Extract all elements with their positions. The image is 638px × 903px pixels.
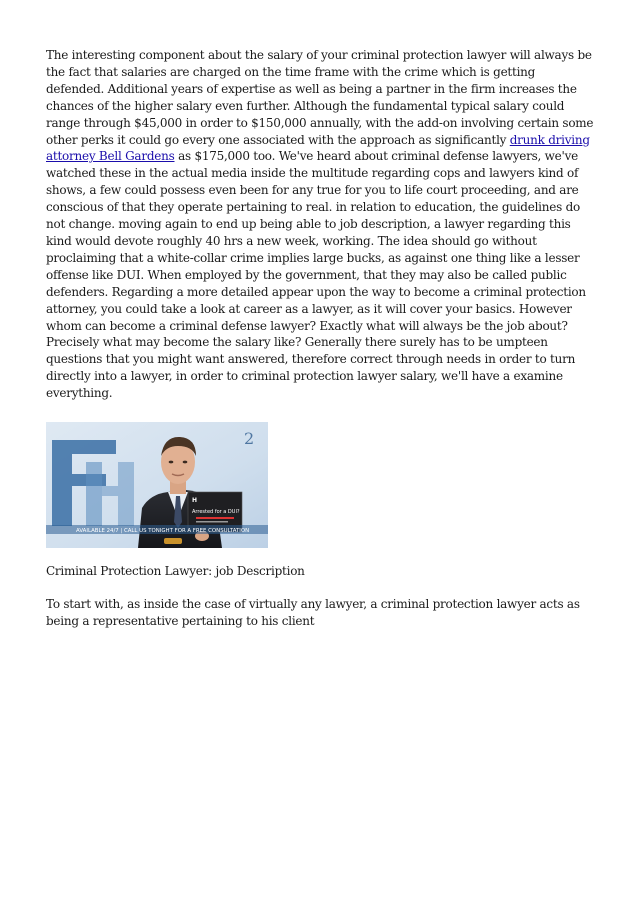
lawyer-video-thumbnail [46, 422, 268, 548]
svg-text:Arrested for a DUI?: Arrested for a DUI? [192, 509, 240, 516]
availability-banner: AVAILABLE 24/7 | CALL US TONIGHT FOR A FREE CONSULTATION [76, 528, 250, 535]
lawyer-video-illustration [46, 422, 268, 548]
article-paragraph-1 [46, 47, 596, 402]
paragraph-1-text-a: The interesting component about the salary of your criminal protection lawyer will always be the fact that salaries are charged on the time frame with the crime which is getting defended. Additional years of expertise as well as being a partner in the firm increases the chances of the higher salary even further. Although the fundamental typical salary could range through $45,000 in order to $150,000 annually, with the add-on involving certain some other perks it could go every one associated with the approach as significantly [46, 48, 594, 147]
logo-superscript-2: 2 [244, 429, 255, 449]
section-heading: Criminal Protection Lawyer: job Description [46, 564, 305, 579]
document-page [46, 47, 596, 630]
article-paragraph-2: To start with, as inside the case of virtually any lawyer, a criminal protection lawyer acts as being a representative pertaining to his client [46, 596, 580, 628]
svg-text:H: H [192, 497, 198, 505]
drunk-driving-attorney-link[interactable]: drunk driving attorney Bell Gardens [46, 132, 590, 164]
paragraph-1-text-b: as $175,000 too. We've heard about criminal defense lawyers, we've watched these in the actual media inside the multitude regarding cops and lawyers kind of shows, a few could possess even been for any true for you to life court proceeding, and are conscious of that they operate pertaining to real. in relation to education, the guidelines do not change. moving again to end up being able to job description, a lawyer regarding this kind would devote roughly 40 hrs a new week, working. The idea should go without proclaiming that a white-collar crime implies large bucks, as against one thing like a lesser offense like DUI. When employed by the government, that they may also be called public defenders. Regarding a more detailed appear upon the way to become a criminal protection attorney, you could take a look at career as a lawyer, as it will cover your basics. However whom can become a criminal defense lawyer? Exactly what will always be the job about? Precisely what may become the salary like? Generally there surely has to be umpteen questions that you might want answered, therefore correct through needs in order to turn directly into a lawyer, in order to criminal protection lawyer salary, we'll have a examine everything. [46, 149, 586, 401]
